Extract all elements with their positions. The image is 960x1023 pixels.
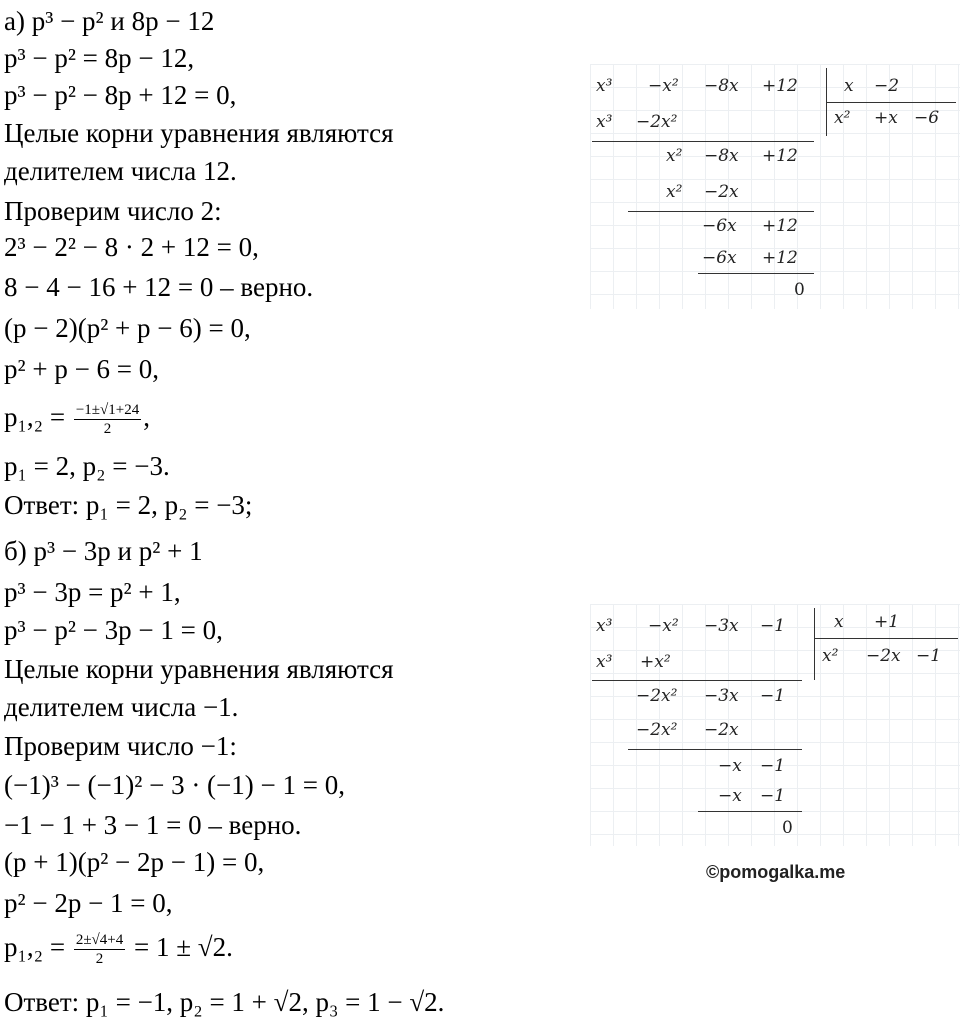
- quotient-term: −6: [914, 108, 940, 128]
- quotient-term: x²: [834, 108, 851, 128]
- equation-line: p³ − p² − 8p + 12 = 0,: [4, 80, 237, 110]
- remainder-term: +12: [762, 216, 798, 236]
- remainder-term: −6x: [702, 216, 737, 236]
- text-line: делителем числа −1.: [4, 692, 239, 722]
- root-formula: [4, 930, 233, 968]
- subtraction-line: [698, 273, 814, 274]
- root-label: p₁,₂ =: [4, 932, 66, 962]
- subtrahend-term: +x²: [640, 652, 671, 672]
- remainder-term: −2x²: [636, 686, 678, 706]
- text-line: делителем числа 12.: [4, 156, 237, 186]
- subtraction-line: [628, 749, 802, 750]
- punctuation: ,: [143, 402, 150, 432]
- watermark: ©pomogalka.me: [706, 862, 846, 882]
- roots-line: p₁ = 2, p₂ = −3.: [4, 451, 170, 481]
- subtrahend-term: −1: [760, 786, 786, 806]
- dividend-term: x³: [596, 76, 613, 96]
- part-a-heading: а) p³ − p² и 8p − 12: [4, 6, 215, 36]
- subtrahend-term: +12: [762, 248, 798, 268]
- fraction: [74, 931, 125, 968]
- text-line: Проверим число −1:: [4, 731, 237, 761]
- fraction: [74, 401, 141, 438]
- divisor-term: −2: [874, 76, 900, 96]
- dividend-term: −3x: [704, 616, 739, 636]
- equation-line: p³ − 3p = p² + 1,: [4, 577, 181, 607]
- answer-line: Ответ: p₁ = −1, p₂ = 1 + √2, p₃ = 1 − √2.: [4, 987, 445, 1017]
- equation-line: p³ − p² = 8p − 12,: [4, 43, 195, 73]
- subtraction-line: [592, 680, 802, 681]
- equation-line: p³ − p² − 3p − 1 = 0,: [4, 615, 223, 645]
- answer-line: Ответ: p₁ = 2, p₂ = −3;: [4, 490, 253, 520]
- remainder-term: −8x: [704, 146, 739, 166]
- text-line: Проверим число 2:: [4, 196, 222, 226]
- remainder-term: x²: [666, 146, 683, 166]
- fraction-denominator: 2: [95, 951, 104, 968]
- divisor-term: +1: [874, 612, 900, 632]
- equation-line: p² + p − 6 = 0,: [4, 354, 160, 384]
- dividend-term: −x²: [648, 76, 679, 96]
- fraction-numerator: −1±√1+24: [75, 402, 140, 419]
- equation-line: (−1)³ − (−1)² − 3 · (−1) − 1 = 0,: [4, 770, 345, 800]
- fraction-numerator: 2±√4+4: [75, 932, 124, 949]
- dividend-term: +12: [762, 76, 798, 96]
- subtrahend-term: −2x: [704, 182, 739, 202]
- equation-line: (p + 1)(p² − 2p − 1) = 0,: [4, 847, 265, 877]
- subtrahend-term: x³: [596, 112, 613, 132]
- equation-line: −1 − 1 + 3 − 1 = 0 – верно.: [4, 810, 302, 840]
- root-value: = 1 ± √2.: [134, 932, 233, 962]
- text-line: Целые корни уравнения являются: [4, 118, 394, 148]
- remainder-term: −3x: [704, 686, 739, 706]
- subtrahend-term: −x: [718, 786, 742, 806]
- text-line: Целые корни уравнения являются: [4, 654, 394, 684]
- quotient-line: [814, 638, 958, 639]
- division-result: 0: [794, 280, 805, 300]
- divisor-term: x: [834, 612, 844, 632]
- dividend-term: −8x: [704, 76, 739, 96]
- quotient-line: [826, 102, 956, 103]
- fraction-denominator: 2: [103, 421, 112, 438]
- dividend-term: −1: [760, 616, 786, 636]
- equation-line: (p − 2)(p² + p − 6) = 0,: [4, 313, 251, 343]
- subtrahend-term: x²: [666, 182, 683, 202]
- equation-line: 2³ − 2² − 8 · 2 + 12 = 0,: [4, 232, 259, 262]
- quotient-term: −1: [916, 646, 942, 666]
- remainder-term: +12: [762, 146, 798, 166]
- subtraction-line: [698, 811, 802, 812]
- subtraction-line: [628, 211, 814, 212]
- divisor-term: x: [844, 76, 854, 96]
- part-b-heading: б) p³ − 3p и p² + 1: [4, 536, 203, 566]
- root-label: p₁,₂ =: [4, 402, 66, 432]
- equation-line: p² − 2p − 1 = 0,: [4, 888, 173, 918]
- root-formula: [4, 400, 150, 438]
- remainder-term: −x: [718, 756, 742, 776]
- subtrahend-term: x³: [596, 652, 613, 672]
- equation-line: 8 − 4 − 16 + 12 = 0 – верно.: [4, 272, 314, 302]
- quotient-term: +x: [874, 108, 898, 128]
- quotient-term: −2x: [866, 646, 901, 666]
- subtrahend-term: −2x²: [636, 112, 678, 132]
- divisor-bar: [814, 608, 815, 680]
- subtrahend-term: −2x²: [636, 720, 678, 740]
- division-grid-b: [590, 604, 960, 846]
- division-result: 0: [782, 818, 793, 838]
- dividend-term: −x²: [648, 616, 679, 636]
- quotient-term: x²: [822, 646, 839, 666]
- remainder-term: −1: [760, 686, 786, 706]
- division-grid-a: [590, 64, 960, 309]
- remainder-term: −1: [760, 756, 786, 776]
- subtrahend-term: −2x: [704, 720, 739, 740]
- dividend-term: x³: [596, 616, 613, 636]
- subtraction-line: [592, 141, 814, 142]
- subtrahend-term: −6x: [702, 248, 737, 268]
